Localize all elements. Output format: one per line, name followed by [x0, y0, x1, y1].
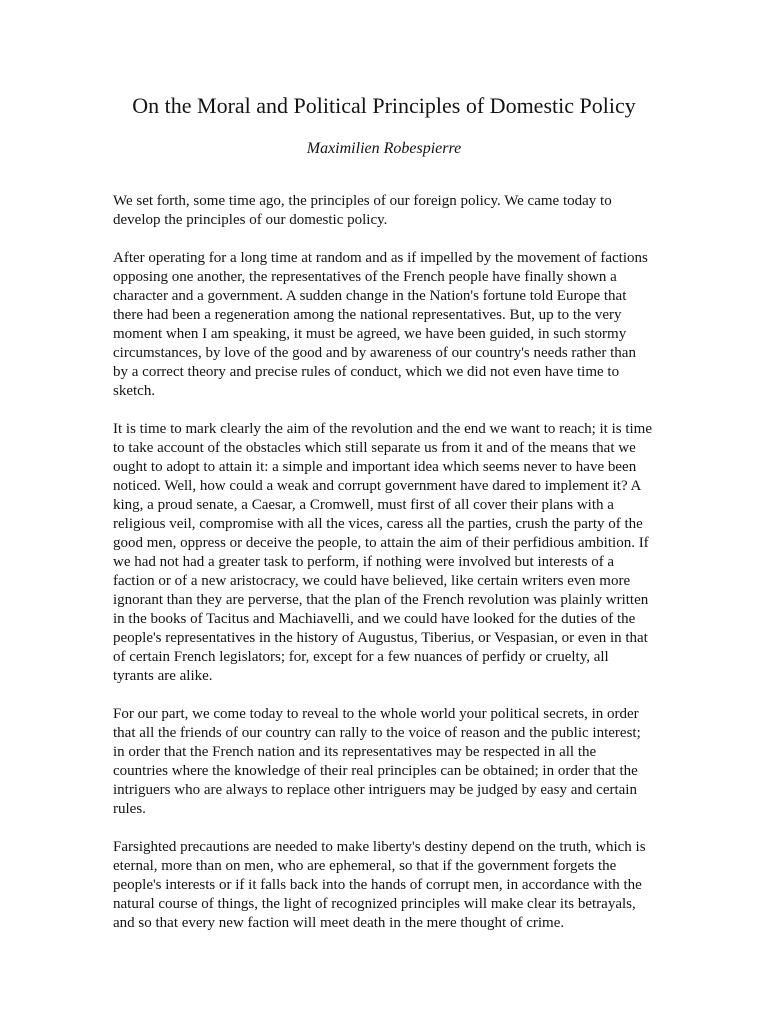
- paragraph-3: It is time to mark clearly the aim of the revolution and the end we want to reach; it is time to take account of the obstacles which still separate us from it and of the means that we ought to adopt to attain it: a simple and important idea which seems never to have been noticed. Well, how could a weak and corrupt government have dared to implement it? A king, a proud senate, a Caesar, a Cromwell, must first of all cover their plans with a religious veil, compromise with all the vices, caress all the parties, crush the party of the good men, oppress or deceive the people, to attain the aim of their perfidious ambition. If we had not had a greater task to perform, if nothing were involved but interests of a faction or of a new aristocracy, we could have believed, like certain writers even more ignorant than they are perverse, that the plan of the French revolution was plainly written in the books of Tacitus and Machiavelli, and we could have looked for the duties of the people's representatives in the history of Augustus, Tiberius, or Vespasian, or even in that of certain French legislators; for, except for a few nuances of perfidy or cruelty, all tyrants are alike.: [113, 421, 653, 684]
- paragraph-5: Farsighted precautions are needed to make liberty's destiny depend on the truth, which is eternal, more than on men, who are ephemeral, so that if the government forgets the people's interests or if it falls back into the hands of corrupt men, in accordance with the natural course of things, the light of recognized principles will make clear its betrayals, and so that every new faction will meet death in the mere thought of crime.: [113, 839, 646, 931]
- paragraph-1: We set forth, some time ago, the principles of our foreign policy. We came today to develop the principles of our domestic policy.: [113, 193, 612, 228]
- document-title: On the Moral and Political Principles of Domestic Policy: [132, 93, 636, 118]
- paragraph-2: After operating for a long time at random and as if impelled by the movement of factions opposing one another, the representatives of the French people have finally shown a character and a government. A sudden change in the Nation's fortune told Europe that there had been a regeneration among the national representatives. But, up to the very moment when I am speaking, it must be agreed, we have been guided, in such stormy circumstances, by love of the good and by awareness of our country's needs rather than by a correct theory and precise rules of conduct, which we did not even have time to sketch.: [113, 250, 648, 399]
- document-author: Maximilien Robespierre: [306, 140, 462, 157]
- document-body: [113, 192, 653, 952]
- paragraph-4: For our part, we come today to reveal to the whole world your political secrets, in order that all the friends of our country can rally to the voice of reason and the public interest; in order that the French nation and its representatives may be respected in all the countries where the knowledge of their real principles can be obtained; in order that the intriguers who are always to replace other intriguers may be judged by easy and certain rules.: [113, 706, 641, 817]
